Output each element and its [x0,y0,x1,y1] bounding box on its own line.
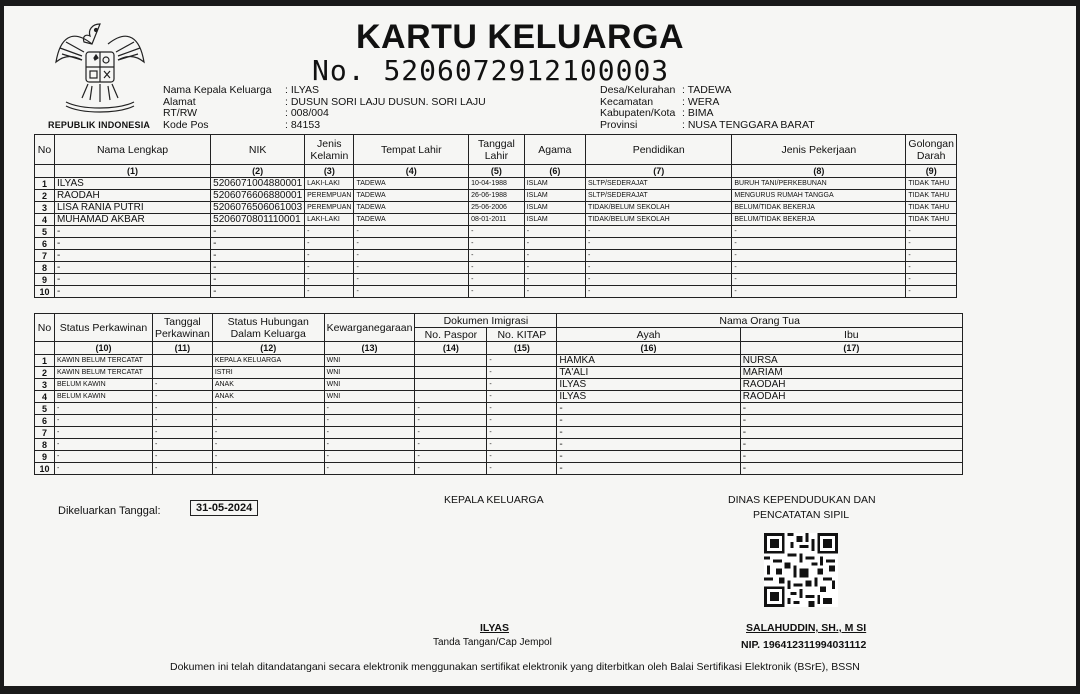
col-header: Golongan Darah [906,135,957,165]
col-number: (10) [54,342,152,355]
table-cell: - [324,439,415,451]
table-cell: - [524,262,585,274]
table-cell: - [54,427,152,439]
col-header: Tanggal Perkawinan [152,314,212,342]
number-prefix: No. [312,54,366,87]
table-cell: - [324,415,415,427]
col-header: Tanggal Lahir [469,135,525,165]
row-number: 2 [35,367,55,379]
header-value: : TADEWA [682,84,732,96]
row-number: 1 [35,178,55,190]
col-number: (9) [906,165,957,178]
col-number: (13) [324,342,415,355]
table-cell: - [305,238,354,250]
table-cell: - [732,286,906,298]
table-cell: - [586,262,732,274]
table-cell: - [415,451,487,463]
table-cell: WNI [324,367,415,379]
table-row [35,463,963,475]
header-right-block [600,85,815,131]
col-header: No [35,135,55,165]
table-cell: - [54,274,210,286]
col-number: (4) [354,165,469,178]
table-cell: - [211,262,305,274]
table-cell: BELUM/TIDAK BEKERJA [732,202,906,214]
table-cell: PEREMPUAN [305,202,354,214]
table-cell: SLTP/SEDERAJAT [586,190,732,202]
row-number: 9 [35,274,55,286]
table-cell: - [524,274,585,286]
table-cell: - [524,286,585,298]
issued-date: 31-05-2024 [190,500,258,516]
table-cell: - [324,451,415,463]
col-header: No [35,314,55,342]
table-cell: SLTP/SEDERAJAT [586,178,732,190]
row-number: 7 [35,250,55,262]
header-label: Desa/Kelurahan [600,84,676,96]
col-header: No. Paspor [415,328,487,342]
issued-label: Dikeluarkan Tanggal: [58,505,161,517]
table-cell: - [487,415,557,427]
header-value: : DUSUN SORI LAJU DUSUN. SORI LAJU [285,95,486,108]
table-row [35,202,957,214]
table-cell: KAWIN BELUM TERCATAT [54,367,152,379]
table-cell: WNI [324,355,415,367]
table-cell: - [487,427,557,439]
col-header: Dokumen Imigrasi [415,314,557,328]
table-cell: - [152,391,212,403]
table-cell: - [732,226,906,238]
col-number: (2) [211,165,305,178]
table-cell: - [469,286,525,298]
table-cell: - [906,286,957,298]
table-cell: 5206076606880001 [211,190,305,202]
table-cell: ILYAS [557,391,740,403]
table-cell: ISLAM [524,214,585,226]
col-header: Kewarganegaraan [324,314,415,342]
table-cell: - [524,250,585,262]
table-cell: - [354,226,469,238]
table-cell: - [740,463,962,475]
table-cell: TA'ALI [557,367,740,379]
table-cell [415,367,487,379]
table-cell: PEREMPUAN [305,190,354,202]
table-cell: TADEWA [354,178,469,190]
table-cell: - [152,403,212,415]
col-number: (15) [487,342,557,355]
table-cell: BELUM KAWIN [54,379,152,391]
table-cell: - [324,403,415,415]
table-cell: - [152,463,212,475]
table-cell: - [740,427,962,439]
col-header: Status Perkawinan [54,314,152,342]
table-cell: RAODAH [740,391,962,403]
table-cell: - [211,286,305,298]
table-cell: - [54,463,152,475]
table-row [35,262,957,274]
dinas-line2: PENCATATAN SIPIL [753,509,850,521]
table-cell: - [740,403,962,415]
table-row [35,427,963,439]
document-title: KARTU KELUARGA [356,18,685,56]
table-cell: - [305,226,354,238]
electronic-signature-note: Dokumen ini telah ditandatangani secara elektronik menggunakan sertifikat elektronik yang diterbitkan oleh Balai Sertifikasi Elektronik (BSrE), BSSN [170,661,860,673]
table-row [35,403,963,415]
table-cell: WNI [324,391,415,403]
table-cell: - [586,250,732,262]
row-number: 10 [35,463,55,475]
table-cell [152,355,212,367]
table-cell: - [211,250,305,262]
table-cell: WNI [324,379,415,391]
table-cell: - [906,250,957,262]
table-cell: - [487,403,557,415]
table-row [35,238,957,250]
table-row [35,415,963,427]
table-cell: LISA RANIA PUTRI [54,202,210,214]
table-cell: - [469,250,525,262]
table-cell [152,367,212,379]
col-header: Nama Orang Tua [557,314,963,328]
col-header: No. KITAP [487,328,557,342]
header-value: : NUSA TENGGARA BARAT [682,118,815,131]
table-cell: - [305,262,354,274]
table-cell: - [324,427,415,439]
table-cell: - [487,451,557,463]
table-row [35,214,957,226]
garuda-emblem-icon [52,18,148,118]
row-number: 8 [35,439,55,451]
official-nip: NIP. 196412311994031112 [741,639,867,651]
table-cell: - [740,439,962,451]
table-cell [415,379,487,391]
row-number: 3 [35,379,55,391]
col-header: Ibu [740,328,962,342]
table-row [35,190,957,202]
col-number: (16) [557,342,740,355]
header-label: Kode Pos [163,118,209,131]
family-members-table [34,134,957,298]
signer-name: ILYAS [480,622,509,634]
official-name: SALAHUDDIN, SH., M SI [746,622,867,634]
table-cell: - [487,463,557,475]
table-cell: KEPALA KELUARGA [212,355,324,367]
table-cell: - [212,415,324,427]
table-cell: - [211,238,305,250]
col-header: NIK [211,135,305,165]
table-cell: 5206070801110001 [211,214,305,226]
table-cell: ILYAS [54,178,210,190]
table-cell: - [415,427,487,439]
table-cell: - [152,427,212,439]
table-cell: - [557,451,740,463]
table-cell: BELUM/TIDAK BEKERJA [732,214,906,226]
table-row [35,451,963,463]
table-cell: - [524,226,585,238]
kk-number [312,54,669,87]
table-cell: MENGURUS RUMAH TANGGA [732,190,906,202]
table-cell: - [557,415,740,427]
table-cell: - [732,274,906,286]
table-cell: - [415,403,487,415]
table-cell: ISLAM [524,202,585,214]
table-cell: ISLAM [524,190,585,202]
number-value: 5206072912100003 [383,54,670,87]
table-cell: BURUH TANI/PERKEBUNAN [732,178,906,190]
table-cell: - [54,250,210,262]
table-cell: - [732,262,906,274]
col-number: (3) [305,165,354,178]
table-cell: - [54,238,210,250]
signer-caption: Tanda Tangan/Cap Jempol [433,637,552,648]
table-cell: - [415,439,487,451]
col-header: Tempat Lahir [354,135,469,165]
table-cell: - [586,286,732,298]
header-value: : ILYAS [285,84,320,96]
table-cell: ANAK [212,391,324,403]
table-cell: TADEWA [354,202,469,214]
table-cell: TADEWA [354,190,469,202]
table-cell: TIDAK TAHU [906,178,957,190]
table-cell: - [469,226,525,238]
table-cell: - [906,274,957,286]
table-cell: 5206071004880001 [211,178,305,190]
row-number: 10 [35,286,55,298]
header-value: : WERA [682,95,720,108]
col-number-blank [35,165,55,178]
table-cell [415,391,487,403]
row-number: 6 [35,415,55,427]
row-number: 6 [35,238,55,250]
table-cell: - [487,379,557,391]
table-cell: RAODAH [54,190,210,202]
kepala-keluarga-label: KEPALA KELUARGA [444,494,544,506]
table-row [35,439,963,451]
header-value: : 008/004 [285,107,329,119]
col-number: (8) [732,165,906,178]
table-cell: - [586,274,732,286]
table-cell: ANAK [212,379,324,391]
row-number: 4 [35,391,55,403]
table-cell: - [54,451,152,463]
table-cell: 26-06-1988 [469,190,525,202]
table-cell: - [152,451,212,463]
header-value: : 84153 [285,118,321,131]
table-cell: 25-06-2006 [469,202,525,214]
table-cell [415,355,487,367]
table-cell: - [557,439,740,451]
table-cell: - [324,463,415,475]
table-cell: HAMKA [557,355,740,367]
row-number: 2 [35,190,55,202]
header-value: : BIMA [682,107,714,119]
table-cell: BELUM KAWIN [54,391,152,403]
table-cell: - [354,238,469,250]
table-cell: TIDAK TAHU [906,214,957,226]
header-label: Kabupaten/Kota [600,107,676,119]
table-cell: LAKI-LAKI [305,214,354,226]
table-cell: MARIAM [740,367,962,379]
table-cell: ISLAM [524,178,585,190]
row-number: 5 [35,226,55,238]
table-row [35,379,963,391]
row-number: 4 [35,214,55,226]
family-status-table [34,313,963,475]
col-number: (5) [469,165,525,178]
table-cell: NURSA [740,355,962,367]
col-number-blank [35,342,55,355]
table-cell: TIDAK TAHU [906,202,957,214]
row-number: 5 [35,403,55,415]
table-cell: - [212,451,324,463]
col-number: (12) [212,342,324,355]
table-cell: - [305,250,354,262]
emblem-caption: REPUBLIK INDONESIA [48,120,151,130]
table-cell: - [152,379,212,391]
table-cell: - [469,274,525,286]
table-cell: - [586,238,732,250]
header-label: Kecamatan [600,95,654,108]
table-cell: MUHAMAD AKBAR [54,214,210,226]
col-header: Ayah [557,328,740,342]
header-left-block [163,85,486,131]
col-header: Agama [524,135,585,165]
table-cell: TIDAK/BELUM SEKOLAH [586,214,732,226]
table-cell: ILYAS [557,379,740,391]
table-cell: - [415,463,487,475]
col-number: (7) [586,165,732,178]
table-cell: - [906,262,957,274]
table-cell: - [54,286,210,298]
header-label: Provinsi [600,118,638,131]
table-cell: - [212,403,324,415]
table-cell: - [354,250,469,262]
header-label: Nama Kepala Keluarga [163,84,272,96]
table-row [35,250,957,262]
header-label: RT/RW [163,107,198,119]
table-cell: - [487,439,557,451]
table-row [35,226,957,238]
col-number: (11) [152,342,212,355]
table-row [35,178,957,190]
table-cell: - [354,286,469,298]
table-cell: - [305,274,354,286]
table-cell: - [212,439,324,451]
table-cell: 08-01-2011 [469,214,525,226]
table-cell: - [54,439,152,451]
row-number: 7 [35,427,55,439]
table-cell: TADEWA [354,214,469,226]
col-header: Pendidikan [586,135,732,165]
table-cell: - [212,463,324,475]
table-cell: - [54,403,152,415]
table-cell: TIDAK/BELUM SEKOLAH [586,202,732,214]
table-cell: - [354,274,469,286]
table-cell: - [906,226,957,238]
row-number: 3 [35,202,55,214]
table-cell: - [740,451,962,463]
table-cell: 10-04-1988 [469,178,525,190]
table-row [35,367,963,379]
table-row [35,274,957,286]
table-cell: - [487,391,557,403]
table-cell: - [487,367,557,379]
qr-code-icon [764,532,838,608]
table-cell: - [211,274,305,286]
dinas-line1: DINAS KEPENDUDUKAN DAN [728,494,876,506]
table-cell: - [732,238,906,250]
table-cell: - [557,403,740,415]
table-cell: - [557,463,740,475]
table-row [35,286,957,298]
table-cell: 5206076506061003 [211,202,305,214]
header-label: Alamat [163,95,196,108]
col-number: (1) [54,165,210,178]
table-cell: - [354,262,469,274]
table-cell: - [586,226,732,238]
table-cell: KAWIN BELUM TERCATAT [54,355,152,367]
table-cell: - [212,427,324,439]
table-cell: - [415,415,487,427]
table-cell: - [557,427,740,439]
col-number: (6) [524,165,585,178]
table-cell: - [732,250,906,262]
table-row [35,355,963,367]
table-cell: - [54,262,210,274]
table-cell: - [305,286,354,298]
table-cell: TIDAK TAHU [906,190,957,202]
table-cell: LAKI-LAKI [305,178,354,190]
col-header: Status Hubungan Dalam Keluarga [212,314,324,342]
table-cell: - [487,355,557,367]
table-row [35,391,963,403]
table-cell: RAODAH [740,379,962,391]
table-cell: - [524,238,585,250]
col-number: (14) [415,342,487,355]
table-cell: ISTRI [212,367,324,379]
table-cell: - [906,238,957,250]
row-number: 9 [35,451,55,463]
table-cell: - [211,226,305,238]
table-cell: - [152,415,212,427]
table-cell: - [54,415,152,427]
table-cell: - [152,439,212,451]
col-number: (17) [740,342,962,355]
table-cell: - [469,238,525,250]
row-number: 1 [35,355,55,367]
table-cell: - [54,226,210,238]
table-cell: - [740,415,962,427]
col-header: Nama Lengkap [54,135,210,165]
row-number: 8 [35,262,55,274]
table-cell: - [469,262,525,274]
col-header: Jenis Kelamin [305,135,354,165]
col-header: Jenis Pekerjaan [732,135,906,165]
